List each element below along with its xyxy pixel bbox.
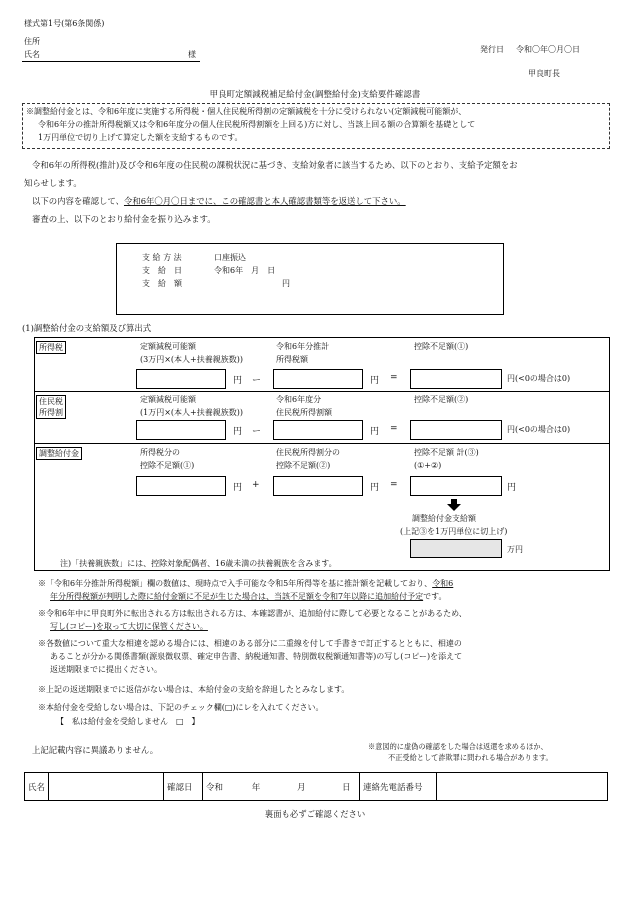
- confirmation-table: [24, 772, 608, 801]
- resident-tax-col3-l1: 控除不足額(②): [414, 395, 469, 404]
- adjustment-result-suffix: 円: [507, 483, 517, 493]
- calc-footnote: 注)「扶養親族数」には、控除対象配偶者、16歳未満の扶養親族を含みます。: [60, 559, 337, 568]
- day-label: 日: [342, 782, 351, 793]
- decline-checkbox[interactable]: 【 私は給付金を受給しません □ 】: [56, 717, 200, 726]
- issue-date: 令和〇年〇月〇日: [516, 45, 580, 54]
- note-4: ※上記の返送期限までに返信がない場合は、本給付金の支給を辞退したとみなします。: [38, 685, 350, 694]
- note-2-line-2: 写し(コピー)を取って大切に保管ください。: [50, 622, 208, 631]
- adjustment-col2-l2: 控除不足額(②): [276, 461, 331, 470]
- resident-tax-possible-input[interactable]: [136, 420, 226, 440]
- equals-sign: =: [390, 480, 398, 490]
- income-tax-col1-l2: (3万円×(本人+扶養親族数)): [140, 355, 243, 364]
- paragraph-2: [32, 195, 406, 208]
- payout-unit: 万円: [507, 545, 523, 554]
- footer-note: 裏面も必ずご確認ください: [264, 809, 366, 819]
- resident-tax-amount-input[interactable]: [273, 420, 363, 440]
- payout-amount-input[interactable]: [410, 539, 502, 558]
- equals-sign: =: [390, 373, 398, 383]
- income-tax-col2-l2: 所得税額: [276, 355, 308, 364]
- issue-date-label: 発行日: [480, 45, 504, 54]
- sama-suffix: 様: [188, 50, 196, 59]
- resident-tax-shortfall-input[interactable]: [410, 420, 502, 440]
- phone-input[interactable]: [437, 773, 608, 801]
- calc-section-title: (1)調整給付金の支給額及び算出式: [22, 323, 152, 333]
- adjustment-shortfall2-input[interactable]: [273, 476, 363, 496]
- year-label: 年: [251, 782, 261, 793]
- intro-line-3: 1万円単位で切り上げて算定した額を支給するものです。: [38, 133, 243, 142]
- note-3-line-1: ※各数値について重大な相違を認める場合には、相違のある部分に二重線を付して手書きで訂正するとともに、相違の: [38, 639, 462, 648]
- minus-sign: ー: [252, 427, 262, 437]
- yen-unit: 円: [370, 376, 380, 386]
- resident-tax-tag-l2: 所得割: [39, 408, 63, 417]
- warning-line-1: ※意図的に虚偽の確認をした場合は返還を求めるほか、: [368, 742, 548, 751]
- yen-unit: 円: [370, 427, 380, 437]
- adjustment-col3-l1: 控除不足額 計(③): [414, 448, 479, 457]
- yen-unit: 円: [233, 483, 243, 493]
- plus-sign: +: [252, 480, 260, 490]
- phone-label: 連絡先電話番号: [360, 773, 437, 801]
- paragraph-2-text: 以下の内容を確認して、: [32, 196, 124, 206]
- resident-tax-col2-l2: 住民税所得割額: [276, 408, 332, 417]
- resident-tax-tag: [36, 395, 66, 419]
- resident-tax-result-suffix: 円(<0の場合は0): [507, 425, 571, 434]
- yen-unit: 円: [233, 427, 243, 437]
- month-label: 月: [296, 782, 306, 793]
- paragraph-1-line-1: 令和6年の所得税(推計)及び令和6年度の住民税の課税状況に基づき、支給対象者に該当するため、以下のとおり、支給予定額をお: [32, 160, 518, 170]
- issuer: 甲良町長: [528, 69, 560, 78]
- note-1-line-2: [50, 590, 446, 603]
- adjustment-col2-l1: 住民税所得割分の: [276, 448, 340, 457]
- yen-unit: 円: [370, 483, 380, 493]
- income-tax-shortfall-input[interactable]: [410, 369, 502, 389]
- confirm-statement: 上記記載内容に異議ありません。: [32, 745, 159, 755]
- adjustment-shortfall1-input[interactable]: [136, 476, 226, 496]
- name-cell-label: 氏名: [25, 773, 49, 801]
- resident-tax-col1-l1: 定額減税可能額: [140, 395, 196, 404]
- era-label: 令和: [206, 782, 224, 793]
- payment-amount-label: 支 給 額: [142, 279, 182, 288]
- minus-sign: ー: [252, 376, 262, 386]
- income-tax-col3-l1: 控除不足額(①): [414, 342, 469, 351]
- note-3-line-3: 返送期限までに提出ください。: [50, 665, 162, 674]
- payment-method-label: 支 給 方 法: [142, 253, 182, 262]
- note-3-line-2: あることが分かる関係書類(源泉徴収票、確定申告書、納税通知書、特別徴収税額通知書等)の写し(コピー)を添えて: [50, 652, 463, 661]
- return-deadline: 令和6年〇月〇日までに、この確認書と本人確認書類等を返送して下さい。: [123, 196, 406, 206]
- note-1-underline: 令和6: [432, 579, 454, 588]
- resident-tax-col1-l2: (1万円×(本人+扶養親族数)): [140, 408, 243, 417]
- income-tax-col1-l1: 定額減税可能額: [140, 342, 196, 351]
- income-tax-tag: 所得税: [36, 341, 66, 354]
- warning-line-2: 不正受給として詐欺罪に問われる場合があります。: [388, 753, 553, 762]
- resident-tax-col2-l1: 令和6年度分: [276, 395, 322, 404]
- adjustment-col1-l1: 所得税分の: [140, 448, 180, 457]
- address-label: 住所: [24, 37, 40, 46]
- income-tax-possible-input[interactable]: [136, 369, 226, 389]
- resident-tax-tag-l1: 住民税: [39, 397, 63, 406]
- payment-date-label: 支 給 日: [142, 266, 182, 275]
- confirm-date-label: 確認日: [164, 773, 203, 801]
- name-label: 氏名: [24, 50, 40, 59]
- payment-date-value: 令和6年 月 日: [214, 266, 276, 275]
- yen-unit: 円: [233, 376, 243, 386]
- note-5: ※本給付金を受給しない場合は、下記のチェック欄(□)にレを入れてください。: [38, 703, 324, 712]
- income-tax-estimate-input[interactable]: [273, 369, 363, 389]
- intro-line-2: 令和6年分の推計所得税額又は令和6年度分の個人住民税所得割額を上回る)方に対し、当該上回る額の合算額を基礎として: [38, 120, 476, 129]
- income-tax-col2-l1: 令和6年分推計: [276, 342, 330, 351]
- payout-label-l1: 調整給付金支給額: [412, 514, 476, 523]
- intro-line-1: ※調整給付金とは、令和6年度に実施する所得税・個人住民税所得割の定額減税を十分に受けられない(定額減税可能額が、: [26, 107, 467, 116]
- note-1-underline-2: 年分所得税額が判明した際に給付金額に不足が生じた場合は、当該不足額を令和7年以降に追加給付予定: [50, 592, 424, 601]
- note-1-tail: です。: [423, 592, 447, 601]
- page-title: 甲良町定額減税補足給付金(調整給付金)支給要件確認書: [209, 90, 421, 100]
- adjustment-col3-l2: (①+②): [414, 461, 442, 470]
- payout-label-l2: (上記③を1万円単位に切上げ): [400, 527, 508, 536]
- payment-method-value: 口座振込: [214, 253, 246, 262]
- income-tax-result-suffix: 円(<0の場合は0): [507, 374, 571, 383]
- note-1-line-1: [38, 577, 453, 590]
- arrow-down-icon: [446, 499, 462, 511]
- equals-sign: =: [390, 424, 398, 434]
- date-input[interactable]: [203, 773, 360, 801]
- form-number: 様式第1号(第6条関係): [24, 19, 105, 28]
- paragraph-1-line-2: 知らせします。: [24, 178, 82, 188]
- adjustment-tag: 調整給付金: [36, 447, 82, 460]
- paragraph-3: 審査の上、以下のとおり給付金を振り込みます。: [32, 214, 216, 224]
- note-1-text: ※「令和6年分推計所得税額」欄の数値は、現時点で入手可能な令和5年所得等を基に推計額を記載しており、: [38, 579, 433, 588]
- note-2-line-1: ※令和6年中に甲良町外に転出される方は転出される方は、本確認書が、追加給付に際して必要となることがあるため、: [38, 609, 467, 618]
- payment-amount-unit: 円: [282, 279, 290, 288]
- name-underline: [22, 61, 200, 62]
- name-input[interactable]: [49, 773, 164, 801]
- adjustment-col1-l2: 控除不足額(①): [140, 461, 195, 470]
- calc-divider-1: [34, 391, 609, 392]
- adjustment-total-input[interactable]: [410, 476, 502, 496]
- calc-divider-2: [34, 443, 609, 444]
